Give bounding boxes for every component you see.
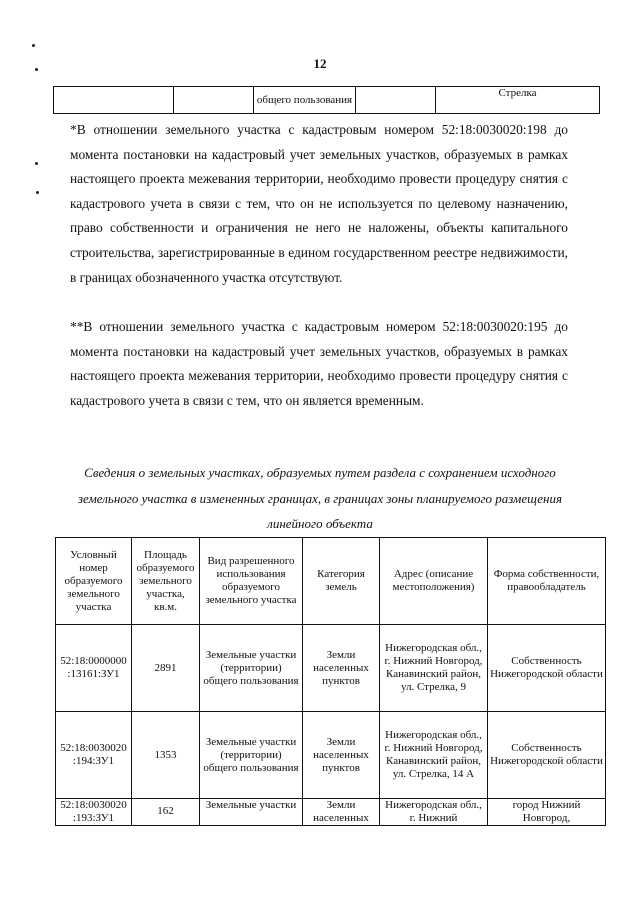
table-cell [56, 799, 132, 826]
table-cell: Нижегородская обл., г. Нижний Новгород, Канавинский район, ул. Стрелка, 14 А [380, 712, 488, 799]
table-cell: Земли населенных пунктов [303, 625, 380, 712]
table-cell: Нижегородская обл., г. Нижний Новгород, Канавинский район, ул. Стрелка, 9 [380, 625, 488, 712]
paragraph-195: **В отношении земельного участка с кадастровым номером 52:18:0030020:195 до момента постановки на кадастровый учет земельных участков, образуемых в рамках настоящего проекта межевания территории, необходимо провести процедуру снятия с кадастрового учета в связи с тем, что он является временным. [70, 319, 568, 408]
table-cell [488, 799, 606, 826]
table-cell-text: 52:18:0030020 :193:ЗУ1 [60, 799, 127, 824]
top-table-fragment [53, 86, 600, 114]
table-cell: 52:18:0030020 :194:ЗУ1 [56, 712, 132, 799]
header-cell: Площадь образуемого земельного участка, кв.м. [132, 538, 200, 625]
section-heading: Сведения о земельных участках, образуемых путем раздела с сохранением исходного земельного участка в измененных границах, в границах зоны планируемого размещения линейного объекта [77, 465, 562, 531]
table-cell: Земельные участки (территории) общего пользования [200, 712, 303, 799]
table-cell [303, 799, 380, 826]
table-cell: общего пользования [254, 87, 356, 114]
header-cell: Категория земель [303, 538, 380, 625]
table-cell-text: 162 [157, 805, 174, 817]
scan-mark [36, 191, 39, 194]
table-cell [132, 799, 200, 826]
table-cell [356, 87, 436, 114]
table-cell-text: Земли населенных [313, 799, 369, 824]
header-cell: Условный номер образуемого земельного участка [56, 538, 132, 625]
header-cell: Вид разрешенного использования образуемого земельного участка [200, 538, 303, 625]
table-cell-text: Земельные участки [205, 799, 297, 811]
scan-mark [32, 44, 35, 47]
table-row [56, 712, 606, 799]
table-cell: 1353 [132, 712, 200, 799]
table-row [54, 87, 600, 114]
table-row [56, 625, 606, 712]
table-cell: Земли населенных пунктов [303, 712, 380, 799]
table-cell-text: Нижегородская обл., г. Нижний [385, 799, 482, 824]
table-cell: 52:18:0000000 :13161:ЗУ1 [56, 625, 132, 712]
table-cell: Стрелка [436, 87, 600, 114]
table-cell: Собственность Нижегородской области [488, 712, 606, 799]
table-row [56, 799, 606, 826]
table-cell [54, 87, 174, 114]
table-cell: Земельные участки (территории) общего пользования [200, 625, 303, 712]
table-cell [174, 87, 254, 114]
table-header-row [56, 538, 606, 625]
page-number: 12 [313, 56, 327, 71]
header-cell: Форма собственности, правообладатель [488, 538, 606, 625]
table-cell: 2891 [132, 625, 200, 712]
header-cell: Адрес (описание местоположения) [380, 538, 488, 625]
land-plots-table [55, 537, 606, 826]
table-cell-text: город Нижний Новгород, [512, 799, 581, 824]
scan-mark [35, 162, 38, 165]
table-cell: Собственность Нижегородской области [488, 625, 606, 712]
table-cell [380, 799, 488, 826]
table-cell [200, 799, 303, 826]
paragraph-198: *В отношении земельного участка с кадастровым номером 52:18:0030020:198 до момента постановки на кадастровый учет земельных участков, образуемых в рамках настоящего проекта межевания территории, необходимо провести процедуру снятия с кадастрового учета в связи с тем, что он не используется по целевому назначению, право собственности и ограничения не него не наложены, объекты капитального строительства, зарегистрированные в едином государственном реестре недвижимости, в границах обозначенного участка отсутствуют. [70, 122, 568, 285]
